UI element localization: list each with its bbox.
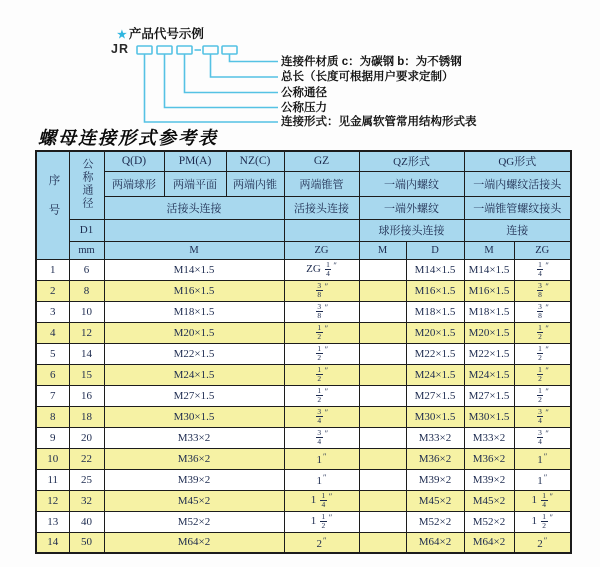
header-q-desc: 两端球形 bbox=[104, 171, 164, 196]
table-row bbox=[36, 532, 571, 553]
cell-qz-m bbox=[359, 511, 406, 532]
cell-qg-zg: $\frac{1}{2}$ ″ bbox=[514, 343, 571, 364]
cell-m: M16×1.5 bbox=[104, 280, 284, 301]
cell-serial: 10 bbox=[36, 448, 69, 469]
cell-qg-m: M27×1.5 bbox=[464, 385, 514, 406]
cell-m: M52×2 bbox=[104, 511, 284, 532]
table-row bbox=[36, 259, 571, 280]
cell-serial: 2 bbox=[36, 280, 69, 301]
header-qg: QG形式 bbox=[464, 151, 571, 171]
header-dn: 公称通径 bbox=[69, 151, 104, 219]
cell-qz-d: M24×1.5 bbox=[406, 364, 464, 385]
cell-gz: 1″ bbox=[284, 469, 359, 490]
cell-serial: 1 bbox=[36, 259, 69, 280]
cell-qz-m bbox=[359, 406, 406, 427]
label-nominal-pressure: 公称压力 bbox=[281, 102, 327, 114]
cell-qg-m: M45×2 bbox=[464, 490, 514, 511]
cell-gz: $\frac{3}{8}$ ″ bbox=[284, 301, 359, 322]
cell-qz-m bbox=[359, 280, 406, 301]
cell-serial: 7 bbox=[36, 385, 69, 406]
header-gz-zg: ZG bbox=[284, 241, 359, 259]
header-qz-external-thread: 一端外螺纹 bbox=[359, 196, 464, 219]
cell-m: M33×2 bbox=[104, 427, 284, 448]
header-qg-m: M bbox=[464, 241, 514, 259]
header-empty-gz bbox=[284, 219, 359, 241]
cell-gz: $\frac{3}{4}$ ″ bbox=[284, 406, 359, 427]
code-box-2 bbox=[157, 46, 172, 54]
header-pm: PM(A) bbox=[164, 151, 226, 171]
cell-dn: 50 bbox=[69, 532, 104, 553]
cell-qz-d: M52×2 bbox=[406, 511, 464, 532]
cell-m: M39×2 bbox=[104, 469, 284, 490]
code-box-3 bbox=[177, 46, 192, 54]
header-gz-desc: 两端锥管 bbox=[284, 171, 359, 196]
label-connection-form: 连接形式：见金属软管常用结构形式表 bbox=[281, 116, 477, 128]
cell-serial: 8 bbox=[36, 406, 69, 427]
cell-gz: 1″ bbox=[284, 448, 359, 469]
header-gz-connection: 活接头连接 bbox=[284, 196, 359, 219]
cell-m: M27×1.5 bbox=[104, 385, 284, 406]
cell-qz-d: M64×2 bbox=[406, 532, 464, 553]
cell-gz: $\frac{3}{8}$ ″ bbox=[284, 280, 359, 301]
table-title: 螺母连接形式参考表 bbox=[38, 128, 218, 149]
cell-qg-zg: $\frac{1}{4}$ ″ bbox=[514, 259, 571, 280]
cell-qg-m: M33×2 bbox=[464, 427, 514, 448]
cell-serial: 14 bbox=[36, 532, 69, 553]
cell-qg-zg: 2″ bbox=[514, 532, 571, 553]
code-box-1 bbox=[137, 46, 152, 54]
label-nominal-diameter: 公称通径 bbox=[281, 87, 327, 99]
cell-m: M20×1.5 bbox=[104, 322, 284, 343]
cell-qg-m: M30×1.5 bbox=[464, 406, 514, 427]
header-union-connection: 活接头连接 bbox=[104, 196, 284, 219]
cell-m: M36×2 bbox=[104, 448, 284, 469]
cell-qg-m: M24×1.5 bbox=[464, 364, 514, 385]
table-row bbox=[36, 511, 571, 532]
cell-qg-m: M16×1.5 bbox=[464, 280, 514, 301]
connector-line-material bbox=[230, 54, 279, 62]
cell-gz: 1 $\frac{1}{2}$ ″ bbox=[284, 511, 359, 532]
cell-qz-m bbox=[359, 427, 406, 448]
reference-table bbox=[35, 150, 572, 554]
header-qz-d: D bbox=[406, 241, 464, 259]
header-nz-desc: 两端内锥 bbox=[226, 171, 284, 196]
table-row bbox=[36, 385, 571, 406]
table-row bbox=[36, 490, 571, 511]
star-icon: ★ bbox=[117, 29, 127, 41]
header-gz: GZ bbox=[284, 151, 359, 171]
cell-qg-m: M18×1.5 bbox=[464, 301, 514, 322]
cell-qg-m: M64×2 bbox=[464, 532, 514, 553]
cell-qz-d: M22×1.5 bbox=[406, 343, 464, 364]
cell-qg-zg: $\frac{3}{4}$ ″ bbox=[514, 406, 571, 427]
header-serial: 序号 bbox=[36, 151, 69, 259]
cell-qz-m bbox=[359, 364, 406, 385]
cell-qg-zg: $\frac{3}{8}$ ″ bbox=[514, 280, 571, 301]
table-row bbox=[36, 343, 571, 364]
cell-qz-d: M30×1.5 bbox=[406, 406, 464, 427]
header-qz-ball-connection: 球形接头连接 bbox=[359, 219, 464, 241]
cell-qz-d: M45×2 bbox=[406, 490, 464, 511]
cell-qz-d: M27×1.5 bbox=[406, 385, 464, 406]
cell-gz: $\frac{3}{4}$ ″ bbox=[284, 427, 359, 448]
cell-qg-m: M20×1.5 bbox=[464, 322, 514, 343]
cell-qg-zg: 1″ bbox=[514, 448, 571, 469]
header-d1: D1 bbox=[69, 219, 104, 241]
cell-dn: 12 bbox=[69, 322, 104, 343]
cell-qz-m bbox=[359, 343, 406, 364]
cell-gz: 1 $\frac{1}{4}$ ″ bbox=[284, 490, 359, 511]
cell-gz: 2″ bbox=[284, 532, 359, 553]
cell-qg-zg: $\frac{3}{8}$ ″ bbox=[514, 301, 571, 322]
cell-dn: 6 bbox=[69, 259, 104, 280]
cell-dn: 8 bbox=[69, 280, 104, 301]
cell-qz-d: M20×1.5 bbox=[406, 322, 464, 343]
cell-serial: 12 bbox=[36, 490, 69, 511]
cell-serial: 9 bbox=[36, 427, 69, 448]
cell-serial: 11 bbox=[36, 469, 69, 490]
diagram-title-text: 产品代号示例 bbox=[128, 27, 204, 41]
cell-qg-zg: 1″ bbox=[514, 469, 571, 490]
cell-qg-zg: 1 $\frac{1}{2}$ ″ bbox=[514, 511, 571, 532]
cell-qz-m bbox=[359, 532, 406, 553]
cell-qg-zg: $\frac{3}{4}$ ″ bbox=[514, 427, 571, 448]
table-row bbox=[36, 448, 571, 469]
cell-dn: 18 bbox=[69, 406, 104, 427]
cell-dn: 10 bbox=[69, 301, 104, 322]
table-row bbox=[36, 301, 571, 322]
table-row bbox=[36, 322, 571, 343]
cell-qg-m: M14×1.5 bbox=[464, 259, 514, 280]
cell-m: M64×2 bbox=[104, 532, 284, 553]
connector-line-length bbox=[211, 54, 279, 77]
cell-dn: 40 bbox=[69, 511, 104, 532]
cell-serial: 3 bbox=[36, 301, 69, 322]
cell-dn: 15 bbox=[69, 364, 104, 385]
header-mm: mm bbox=[69, 241, 104, 259]
connector-line-form bbox=[145, 54, 279, 122]
cell-m: M18×1.5 bbox=[104, 301, 284, 322]
cell-dn: 25 bbox=[69, 469, 104, 490]
cell-serial: 13 bbox=[36, 511, 69, 532]
cell-qg-zg: $\frac{1}{2}$ ″ bbox=[514, 322, 571, 343]
cell-dn: 20 bbox=[69, 427, 104, 448]
table-body bbox=[36, 259, 571, 553]
cell-qg-m: M52×2 bbox=[464, 511, 514, 532]
header-empty-left bbox=[104, 219, 284, 241]
cell-qz-d: M16×1.5 bbox=[406, 280, 464, 301]
cell-m: M30×1.5 bbox=[104, 406, 284, 427]
cell-gz: $\frac{1}{2}$ ″ bbox=[284, 364, 359, 385]
table-row bbox=[36, 280, 571, 301]
cell-qz-d: M36×2 bbox=[406, 448, 464, 469]
cell-qz-d: M14×1.5 bbox=[406, 259, 464, 280]
cell-m: M22×1.5 bbox=[104, 343, 284, 364]
header-qg-desc: 一端内螺纹活接头 bbox=[464, 171, 571, 196]
header-qz-m: M bbox=[359, 241, 406, 259]
product-code-prefix: JR bbox=[111, 42, 129, 56]
cell-qg-zg: $\frac{1}{2}$ ″ bbox=[514, 364, 571, 385]
cell-serial: 6 bbox=[36, 364, 69, 385]
cell-gz: $\frac{1}{2}$ ″ bbox=[284, 385, 359, 406]
table-row bbox=[36, 469, 571, 490]
header-q: Q(D) bbox=[104, 151, 164, 171]
cell-qz-d: M39×2 bbox=[406, 469, 464, 490]
table-row bbox=[36, 427, 571, 448]
cell-qz-d: M18×1.5 bbox=[406, 301, 464, 322]
cell-m: M14×1.5 bbox=[104, 259, 284, 280]
cell-dn: 14 bbox=[69, 343, 104, 364]
cell-qz-m bbox=[359, 469, 406, 490]
header-nz: NZ(C) bbox=[226, 151, 284, 171]
cell-serial: 5 bbox=[36, 343, 69, 364]
table-row bbox=[36, 406, 571, 427]
label-connector-material: 连接件材质 c：为碳钢 b：为不锈钢 bbox=[281, 56, 462, 68]
cell-gz: $\frac{1}{2}$ ″ bbox=[284, 322, 359, 343]
cell-qz-m bbox=[359, 322, 406, 343]
header-pm-desc: 两端平面 bbox=[164, 171, 226, 196]
cell-m: M45×2 bbox=[104, 490, 284, 511]
header-qg-zg: ZG bbox=[514, 241, 571, 259]
connector-line-diameter bbox=[185, 54, 279, 93]
cell-qg-m: M22×1.5 bbox=[464, 343, 514, 364]
code-box-4 bbox=[203, 46, 218, 54]
cell-m: M24×1.5 bbox=[104, 364, 284, 385]
code-box-5 bbox=[222, 46, 237, 54]
header-qz: QZ形式 bbox=[359, 151, 464, 171]
cell-dn: 22 bbox=[69, 448, 104, 469]
header-qg-connection: 连接 bbox=[464, 219, 571, 241]
cell-qz-m bbox=[359, 301, 406, 322]
cell-qz-m bbox=[359, 448, 406, 469]
header-m: M bbox=[104, 241, 284, 259]
header-qg-taper-thread: 一端锥管螺纹接头 bbox=[464, 196, 571, 219]
cell-qg-m: M36×2 bbox=[464, 448, 514, 469]
cell-gz: ZG $\frac{1}{4}$ ″ bbox=[284, 259, 359, 280]
cell-qz-d: M33×2 bbox=[406, 427, 464, 448]
diagram-title bbox=[117, 24, 204, 42]
cell-dn: 32 bbox=[69, 490, 104, 511]
cell-qg-m: M39×2 bbox=[464, 469, 514, 490]
table-row bbox=[36, 364, 571, 385]
cell-dn: 16 bbox=[69, 385, 104, 406]
connector-line-pressure bbox=[165, 54, 279, 108]
cell-qg-zg: 1 $\frac{1}{4}$ ″ bbox=[514, 490, 571, 511]
cell-qg-zg: $\frac{1}{2}$ ″ bbox=[514, 385, 571, 406]
cell-gz: $\frac{1}{2}$ ″ bbox=[284, 343, 359, 364]
cell-serial: 4 bbox=[36, 322, 69, 343]
cell-qz-m bbox=[359, 385, 406, 406]
cell-qz-m bbox=[359, 259, 406, 280]
cell-qz-m bbox=[359, 490, 406, 511]
label-total-length: 总长（长度可根据用户要求定制） bbox=[281, 71, 454, 83]
header-qz-desc: 一端内螺纹 bbox=[359, 171, 464, 196]
